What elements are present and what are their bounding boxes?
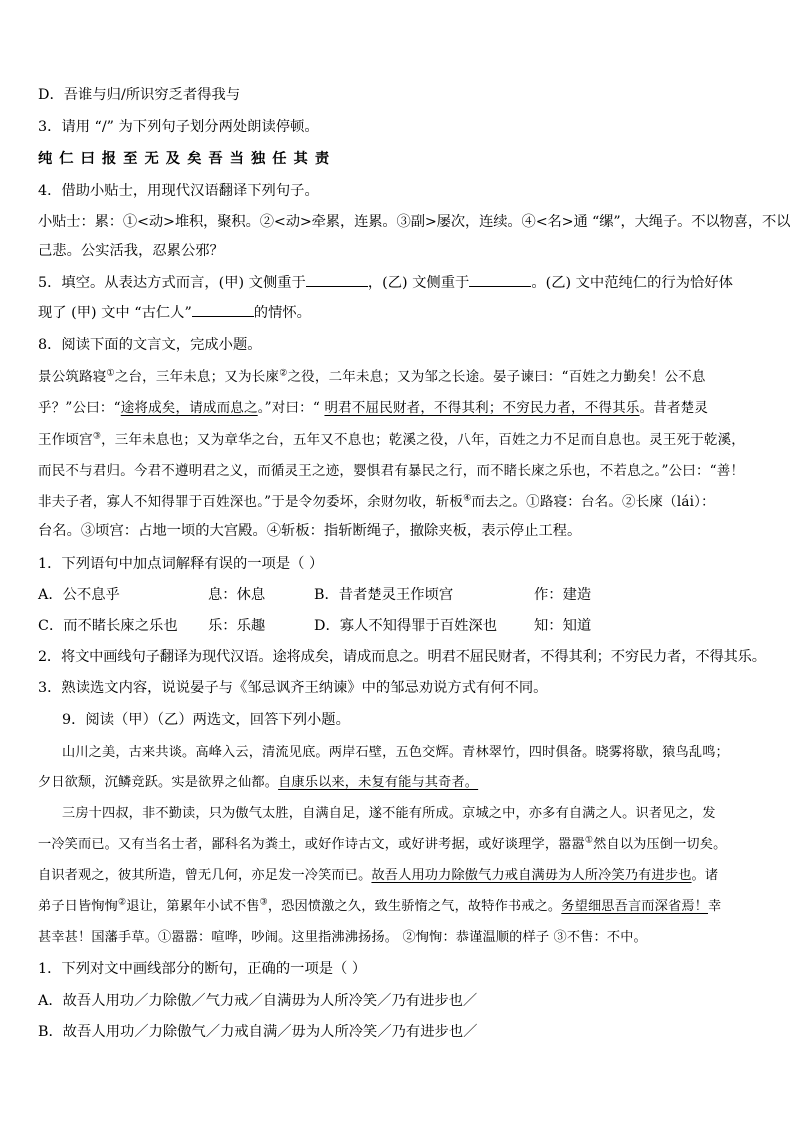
s8-q1-option-b-gloss: 作：建造 xyxy=(534,587,592,603)
yi-line1: 三房十四叔，非不勤读，只为傲气太胜，自满自足，遂不能有所成。京城之中，亦多有自满之人。识者见之，发 xyxy=(62,806,716,821)
footnote-marker: ④ xyxy=(463,493,472,504)
yi-text: 退让，第累年小试不售 xyxy=(126,899,260,914)
underlined-sentence-yi-1: 故吾人用功力除傲气力戒自满毋为人所冷笑乃有进步也 xyxy=(371,868,692,883)
jia-line2 xyxy=(38,771,478,790)
passage8-text: 。”对曰：“ xyxy=(257,400,325,416)
q5-blank-1[interactable] xyxy=(306,274,368,287)
passage8-text: 之役，二年未息；又为邹之长途。晏子谏曰：“百姓之力勤矣！公不息 xyxy=(287,369,706,385)
q5-text-c: 。(乙) 文中范纯仁的行为恰好体 xyxy=(531,275,733,291)
passage8-text: 景公筑路寝 xyxy=(38,369,107,385)
passage8-line3 xyxy=(38,428,745,448)
q5-text-d: 现了 (甲) 文中 “古仁人” xyxy=(38,305,192,321)
footnote-marker: ② xyxy=(118,897,127,908)
passage8-line5 xyxy=(38,490,715,510)
passage8-line4: 而民不与君归。今君不遵明君之义，而循灵王之迹，婴惧君有暴民之行，而不睹长庲之乐也，不若息之。”公曰：“善！ xyxy=(38,463,745,479)
yi-line3 xyxy=(38,864,718,883)
underlined-sentence-2: 明君不屈民财者，不得其利；不穷民力者，不得其乐 xyxy=(324,400,640,416)
q3-prompt: 3．请用 “/” 为下列句子划分两处朗读停顿。 xyxy=(38,119,319,135)
yi-text: 弟子日皆恂恂 xyxy=(38,899,119,914)
passage8-text: 。昔者楚灵 xyxy=(639,400,709,416)
underlined-sentence-1: 途将成矣，请成而息之 xyxy=(120,400,258,416)
q4-tip-line2: 己悲。公实活我，忍累公邪？ xyxy=(38,243,224,259)
footnote-marker: ③ xyxy=(259,897,268,908)
yi-text: 然自以为压倒一切矣。 xyxy=(593,837,727,852)
section8-heading: 8．阅读下面的文言文，完成小题。 xyxy=(38,337,262,353)
passage8-text: 而去之。①路寝：台名。②长庲（lái）： xyxy=(471,494,715,510)
yi-line4 xyxy=(38,895,721,914)
s8-q3: 3．熟读选文内容，说说晏子与《邹忌讽齐王纳谏》中的邹忌劝说方式有何不同。 xyxy=(38,680,548,696)
q5-text-a: 5．填空。从表达方式而言，(甲) 文侧重于 xyxy=(38,275,306,291)
s9-q1-option-b[interactable]: B．故吾人用功／力除傲气／力戒自满／毋为人所冷笑／乃有进步也／ xyxy=(38,1024,478,1040)
yi-notes: 甚幸甚！国藩手草。①嚣嚣：喧哗，吵闹。这里指沸沸扬扬。 ②恂恂：恭谨温顺的样子 ③不售：不中。 xyxy=(38,930,647,945)
q5-blank-2[interactable] xyxy=(469,274,531,287)
footnote-marker: ② xyxy=(279,368,288,379)
passage8-text: 非夫子者，寡人不知得罪于百姓深也。”于是令勿委坏，余财勿收，斩板 xyxy=(38,494,464,510)
s8-q1-option-d-gloss: 知：知道 xyxy=(534,618,592,634)
passage8-text: 乎？”公曰：“ xyxy=(38,400,121,416)
s8-q2: 2．将文中画线句子翻译为现代汉语。途将成矣，请成而息之。明君不屈民财者，不得其利；不穷民力者，不得其乐。 xyxy=(38,649,766,665)
footnote-marker: ① xyxy=(106,368,115,379)
underlined-sentence-jia: 自康乐以来，未复有能与其奇者。 xyxy=(278,775,479,790)
yi-text: ，恐因愤激之久，致生骄惰之气，故特作书戒之。 xyxy=(267,899,562,914)
s8-q1-option-a-gloss: 息：休息 xyxy=(208,587,266,603)
s8-q1-option-a[interactable]: A．公不息乎 xyxy=(38,587,120,603)
q5-blank-3[interactable] xyxy=(192,304,254,317)
yi-text: 自识者观之，彼其所造，曾无几何，亦足发一冷笑而已。 xyxy=(38,868,372,883)
s8-q1-option-d[interactable]: D．寡人不知得罪于百姓深也 xyxy=(314,618,498,634)
passage8-notes: 台名。③顷宫：占地一顷的大宫殿。④斩板：指斩断绳子，撤除夹板，表示停止工程。 xyxy=(38,523,582,539)
yi-text: 一冷笑而已。又有当名士者，鄙科名为粪土，或好作诗古文，或好讲考据，或好谈理学，嚣嚣 xyxy=(38,837,585,852)
section9-heading: 9．阅读（甲）（乙）两选文，回答下列小题。 xyxy=(62,712,350,728)
yi-text: 幸 xyxy=(708,899,722,914)
q4-tip-line1: 小贴士：累：①<动>堆积，聚积。②<动>牵累，连累。③副>屡次，连续。④<名>通 “缧”，大绳子。不以物喜，不以 xyxy=(38,214,791,230)
footnote-marker: ③ xyxy=(92,431,102,442)
jia-line1: 山川之美，古来共谈。高峰入云，清流见底。两岸石壁，五色交辉。青林翠竹，四时俱备。晓雾将歇，猿鸟乱鸣； xyxy=(62,745,729,760)
passage8-text: 王作顷宫 xyxy=(38,432,93,448)
q3-sentence: 纯仁曰报至无及矣吾当独任其责 xyxy=(38,151,337,167)
s9-q1-prompt: 1．下列对文中画线部分的断句，正确的一项是（ ） xyxy=(38,961,367,977)
q4-prompt: 4．借助小贴士，用现代汉语翻译下列句子。 xyxy=(38,183,319,199)
s8-q1-prompt: 1．下列语句中加点词解释有误的一项是（ ） xyxy=(38,556,324,572)
q1-option-d: D．吾谁与归/所识穷乏者得我与 xyxy=(38,87,241,103)
underlined-sentence-yi-2: 务望细思吾言而深省焉！ xyxy=(561,899,708,914)
s8-q1-option-b[interactable]: B．昔者楚灵王作顷宫 xyxy=(314,587,454,603)
footnote-marker: ① xyxy=(584,835,594,846)
passage8-line1 xyxy=(38,365,706,385)
passage8-text: ，三年未息也；又为章华之台，五年又不息也；乾溪之役，八年，百姓之力不足而自息也。灵王死于乾溪， xyxy=(101,432,745,448)
s9-q1-option-a[interactable]: A．故吾人用功／力除傲／气力戒／自满毋为人所冷笑／乃有进步也／ xyxy=(38,993,478,1009)
q5-line1 xyxy=(38,272,733,292)
jia-text: 夕日欲颓，沉鳞竞跃。实是欲界之仙都。 xyxy=(38,775,279,790)
s8-q1-option-c[interactable]: C．而不睹长庲之乐也 xyxy=(38,618,178,634)
q5-text-b: ，(乙) 文侧重于 xyxy=(367,275,470,291)
passage8-line2 xyxy=(38,396,708,416)
yi-line2 xyxy=(38,833,726,852)
q5-line2 xyxy=(38,302,311,322)
passage8-text: 之台，三年未息；又为长庲 xyxy=(114,369,280,385)
q5-text-e: 的情怀。 xyxy=(253,305,311,321)
yi-text: 。诸 xyxy=(691,868,719,883)
s8-q1-option-c-gloss: 乐：乐趣 xyxy=(208,618,266,634)
